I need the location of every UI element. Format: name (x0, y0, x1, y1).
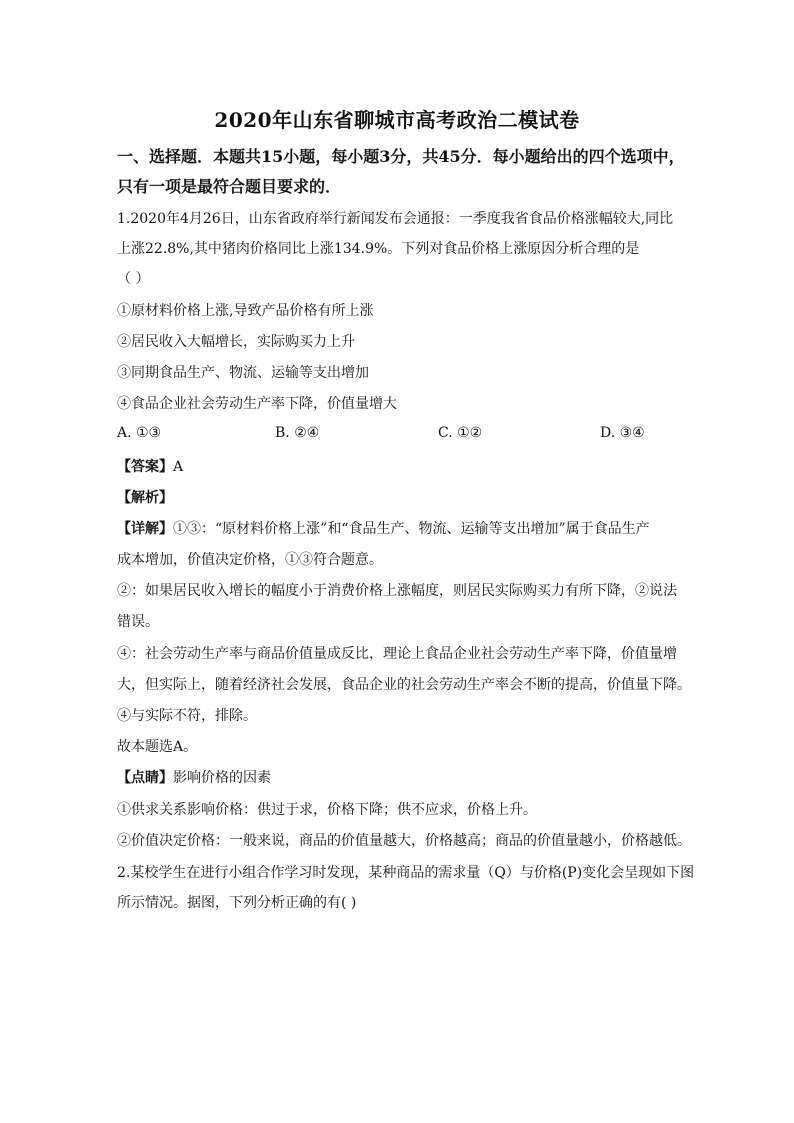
q1-option-a: A. ①③ (117, 425, 162, 441)
analysis-tag: 【解析】 (117, 490, 173, 506)
q1-point-item1: ①供求关系影响价格：供过于求，价格下降；供不应求，价格上升。 (117, 802, 537, 818)
q1-option-b: B. ②④ (275, 425, 320, 441)
q1-point-item2: ②价值决定价格：一般来说，商品的价值量越大，价格越高；商品的价值量越小，价格越低。 (117, 833, 691, 849)
page-title: 2020年山东省聊城市高考政治二模试卷 (214, 108, 580, 132)
q1-detail-line6: 大，但实际上，随着经济社会发展，食品企业的社会劳动生产率会不断的提高，价值量下降。 (117, 677, 691, 693)
q1-item-2: ②居民收入大幅增长，实际购买力上升 (117, 334, 355, 350)
q2-stem-line2: 所示情况。据图，下列分析正确的有( ) (117, 895, 357, 911)
detail-tag: 【详解】 (117, 521, 173, 537)
answer-value: A (173, 459, 184, 475)
section-heading-line1: 一、选择题．本题共15小题，每小题3分，共45分．每小题给出的四个选项中， (117, 147, 685, 166)
q1-item-1: ①原材料价格上涨,导致产品价格有所上涨 (117, 303, 374, 319)
q1-detail-line2: 成本增加，价值决定价格，①③符合题意。 (117, 552, 383, 568)
point-text: 影响价格的因素 (173, 770, 271, 786)
q1-point-line (117, 767, 271, 787)
answer-tag: 【答案】 (117, 459, 173, 475)
q1-detail-line3: ②：如果居民收入增长的幅度小于消费价格上涨幅度，则居民实际购买力有所下降，②说法 (117, 583, 677, 599)
detail-text: ①③：“原材料价格上涨”和“食品生产、物流、运输等支出增加”属于食品生产 (173, 521, 650, 537)
q1-detail-line7: ④与实际不符，排除。 (117, 708, 257, 724)
q2-stem-line1: 2.某校学生在进行小组合作学习时发现，某种商品的需求量（Q）与价格(P)变化会呈现如下图 (117, 865, 695, 881)
q1-option-c: C. ①② (438, 425, 483, 441)
point-tag: 【点睛】 (117, 770, 173, 786)
q1-detail-line5: ④：社会劳动生产率与商品价值量成反比，理论上食品企业社会劳动生产率下降，价值量增 (117, 646, 677, 662)
q1-item-3: ③同期食品生产、物流、运输等支出增加 (117, 365, 369, 381)
q1-answer-blank: （ ） (117, 271, 150, 287)
section-heading-line2: 只有一项是最符合题目要求的． (117, 177, 342, 196)
q1-stem-line2: 上涨22.8%,其中猪肉价格同比上涨134.9%。下列对食品价格上涨原因分析合理的是 (117, 241, 640, 257)
q1-detail-line4: 错误。 (117, 614, 159, 630)
q1-item-4: ④食品企业社会劳动生产率下降，价值量增大 (117, 396, 397, 412)
q1-detail-line1 (117, 518, 650, 538)
q1-stem-line1: 1.2020年4月26日，山东省政府举行新闻发布会通报：一季度我省食品价格涨幅较大,同比 (117, 211, 674, 227)
q1-answer-line (117, 456, 183, 476)
q1-option-d: D. ③④ (600, 425, 645, 441)
q1-conclusion: 故本题选A。 (117, 739, 198, 755)
